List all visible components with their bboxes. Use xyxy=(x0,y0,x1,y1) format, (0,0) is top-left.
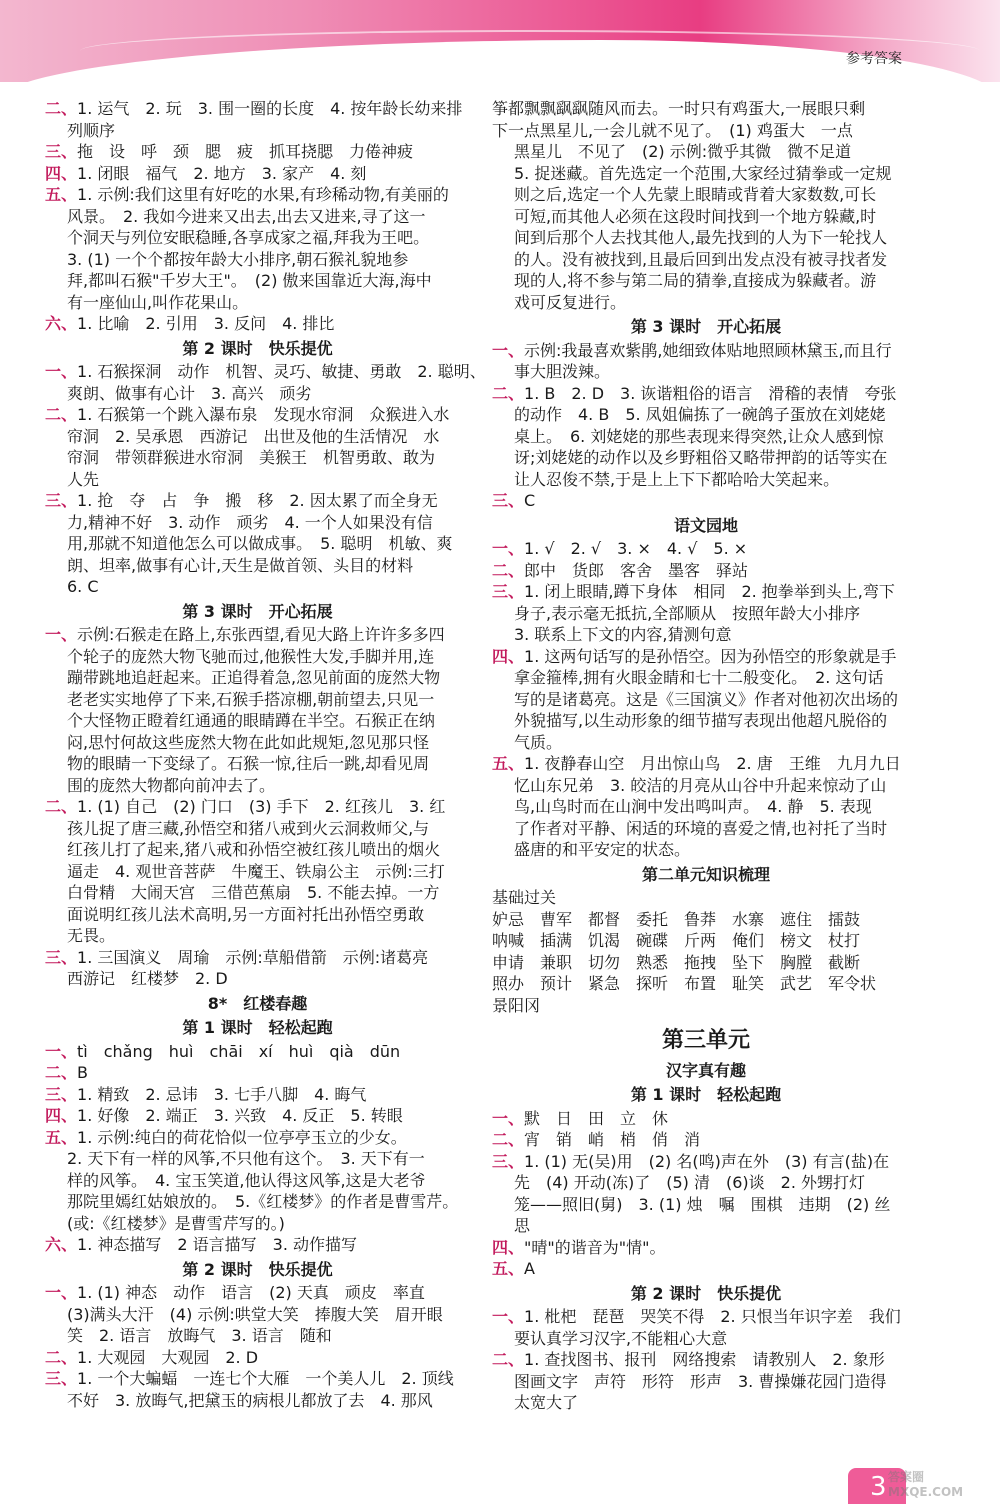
line-text: 1. 神态描写 2 语言描写 3. 动作描写 xyxy=(77,1235,357,1254)
answer-line xyxy=(45,925,470,947)
question-number: 三、 xyxy=(45,491,78,510)
line-text: 逼走 4. 观世音菩萨 牛魔王、铁扇公主 示例:三打 xyxy=(67,861,445,881)
line-text: 戏可反复进行。 xyxy=(514,292,627,312)
answer-line xyxy=(492,952,920,974)
line-text: 忆山东兄弟 3. 皎洁的月亮从山谷中升起来惊动了山 xyxy=(514,775,887,795)
answer-line xyxy=(45,1213,470,1235)
answer-line xyxy=(492,973,920,995)
answer-line xyxy=(45,1148,470,1170)
line-text: 基础过关 xyxy=(492,888,557,907)
line-text: tì chǎng huì chāi xí huì qià dūn xyxy=(77,1041,401,1061)
answer-line xyxy=(45,904,470,926)
section-heading xyxy=(492,864,920,886)
answer-line xyxy=(492,270,920,292)
answer-line xyxy=(45,383,470,405)
line-text: 气质。 xyxy=(514,732,563,752)
line-text: 8* 红楼春趣 xyxy=(207,993,308,1013)
line-text: 帘洞 2. 吴承恩 西游记 出世及他的生活情况 水 xyxy=(67,426,440,446)
answer-line xyxy=(492,818,920,840)
line-text: 的人。没有被找到,且最后回到出发点没有被寻找者发 xyxy=(514,249,888,269)
answer-line xyxy=(45,227,470,249)
line-text: 默 日 田 立 休 xyxy=(524,1108,669,1128)
question-number: 五、 xyxy=(45,185,78,204)
answer-line xyxy=(492,1108,920,1130)
answer-line xyxy=(492,667,920,689)
answer-line xyxy=(45,818,470,840)
line-text: 1. 抢 夺 占 争 搬 移 2. 因太累了而全身无 xyxy=(77,491,438,510)
answer-line xyxy=(45,1347,470,1369)
line-text: 要认真学习汉字,不能粗心大意 xyxy=(514,1328,728,1348)
answer-line xyxy=(45,882,470,904)
line-text: 第 3 课时 开心拓展 xyxy=(182,601,333,621)
line-text: 无畏。 xyxy=(67,926,116,945)
section-heading xyxy=(45,338,470,360)
answer-line xyxy=(492,603,920,625)
line-text: 呐喊 插满 饥渴 碗碟 斤两 俺们 榜文 杖打 xyxy=(492,931,861,950)
line-text: 蹦带跳地追赶起来。正追得着急,忽见前面的庞然大物 xyxy=(67,668,441,687)
answer-line xyxy=(492,490,920,512)
answer-line xyxy=(45,404,470,426)
line-text: 桌上。 6. 刘姥姥的那些表现来得突然,让众人感到惊 xyxy=(514,426,884,446)
answer-line xyxy=(45,1084,470,1106)
line-text: 围的庞然大物都向前冲去了。 xyxy=(67,775,276,795)
line-text: 写的是诸葛亮。这是《三国演义》作者对他初次出场的 xyxy=(514,689,899,709)
question-number: 二、 xyxy=(45,1347,78,1367)
line-text: 1. 闭眼 福气 2. 地方 3. 家产 4. 刻 xyxy=(77,163,367,183)
question-number: 二、 xyxy=(45,1063,78,1082)
answer-line xyxy=(45,555,470,577)
line-text: 1. 一个大蝙蝠 一连七个大雁 一个美人儿 2. 顶线 xyxy=(77,1369,454,1388)
answer-line xyxy=(492,469,920,491)
line-text: 第 3 课时 开心拓展 xyxy=(630,317,782,336)
answer-line xyxy=(45,1282,470,1304)
line-text: 1. 精致 2. 忌讳 3. 七手八脚 4. 晦气 xyxy=(77,1084,367,1104)
line-text: 太宽大了 xyxy=(514,1393,579,1412)
answer-line xyxy=(45,796,470,818)
line-text: 第 1 课时 轻松起跑 xyxy=(630,1085,782,1104)
answer-line xyxy=(492,404,920,426)
line-text: 孩儿捉了唐三藏,孙悟空和猪八戒到火云洞救师父,与 xyxy=(67,818,430,838)
answer-line xyxy=(492,995,920,1017)
question-number: 二、 xyxy=(45,797,78,816)
question-number: 一、 xyxy=(45,1041,78,1061)
line-text: 1. 闭上眼睛,蹲下身体 相同 2. 抱拳举到头上,弯下 xyxy=(524,582,895,601)
line-text: 外貌描写,以生动形象的细节描写表现出他超凡脱俗的 xyxy=(514,711,888,730)
line-text: 1. 运气 2. 玩 3. 围一圈的长度 4. 按年龄长幼来排 xyxy=(77,99,463,118)
question-number: 三、 xyxy=(45,142,78,161)
line-text: 让人忍俊不禁,于是上上下下都哈哈大笑起来。 xyxy=(514,469,840,489)
answer-line xyxy=(492,930,920,952)
answer-line xyxy=(45,861,470,883)
answer-line xyxy=(45,206,470,228)
line-text: 1. 石猴第一个跳入瀑布泉 发现水帘洞 众猴进入水 xyxy=(77,405,450,424)
answer-line xyxy=(45,646,470,668)
line-text: 有一座仙山,叫作花果山。 xyxy=(67,292,249,312)
line-text: 面说明红孩儿法术高明,另一方面衬托出孙悟空勇敢 xyxy=(67,904,425,924)
answer-line xyxy=(492,796,920,818)
page-number: 3 xyxy=(870,1472,887,1502)
answer-line xyxy=(45,624,470,646)
question-number: 二、 xyxy=(492,1350,525,1369)
question-number: 三、 xyxy=(492,582,525,601)
answer-line xyxy=(45,1304,470,1326)
line-text: 1. 查找图书、报刊 网络搜索 请教别人 2. 象形 xyxy=(524,1350,885,1369)
line-text: 1. 大观园 大观园 2. D xyxy=(77,1347,259,1367)
line-text: 宵 销 峭 梢 俏 消 xyxy=(524,1130,701,1149)
answer-line xyxy=(45,490,470,512)
line-text: 红孩儿打了起来,猪八戒和孙悟空被红孩儿喷出的烟火 xyxy=(67,840,441,859)
question-number: 三、 xyxy=(45,947,78,967)
line-text: 了作者对平静、闲适的环境的喜爱之情,也衬托了当时 xyxy=(514,818,888,838)
question-number: 六、 xyxy=(45,1235,78,1254)
answer-line xyxy=(45,1390,470,1412)
answer-line xyxy=(492,184,920,206)
line-text: 第 2 课时 快乐提优 xyxy=(182,1259,333,1279)
line-text: 思 xyxy=(514,1216,531,1235)
answer-line xyxy=(492,538,920,560)
section-heading xyxy=(492,1030,920,1052)
question-number: 五、 xyxy=(45,1127,78,1147)
question-number: 三、 xyxy=(45,1084,78,1104)
line-text: 那院里嫣红姑娘放的。 5.《红楼梦》的作者是曹雪芹。 xyxy=(67,1192,459,1211)
section-heading xyxy=(492,515,920,537)
answer-line xyxy=(492,710,920,732)
answer-line xyxy=(45,184,470,206)
question-number: 一、 xyxy=(492,1307,525,1326)
line-text: 盛唐的和平安定的状态。 xyxy=(514,840,691,859)
line-text: 汉字真有趣 xyxy=(665,1060,746,1080)
answer-line xyxy=(492,1194,920,1216)
line-text: 个洞天与列位安眠稳睡,各享成家之福,拜我为王吧。 xyxy=(67,228,430,247)
line-text: 3. (1) 一个个都按年龄大小排序,朝石猴礼貌地参 xyxy=(67,249,409,269)
line-text: 个轮子的庞然大物飞驰而过,他猴性大发,手脚并用,连 xyxy=(67,646,435,666)
answer-line xyxy=(45,120,470,142)
section-heading xyxy=(45,1259,470,1281)
answer-line xyxy=(45,689,470,711)
line-text: 1. 比喻 2. 引用 3. 反问 4. 排比 xyxy=(77,314,335,333)
line-text: 现的人,将不参与第二局的猜拳,直接成为躲藏者。游 xyxy=(514,271,877,290)
line-text: 爽朗、做事有心计 3. 高兴 顽劣 xyxy=(67,383,312,403)
line-text: 可短,而其他人必须在这段时间找到一个地方躲藏,时 xyxy=(514,206,877,226)
answer-line xyxy=(492,1371,920,1393)
line-text: 白骨精 大闹天宫 三借芭蕉扇 5. 不能去掉。一方 xyxy=(67,883,440,902)
answer-line xyxy=(492,361,920,383)
line-text: 1. 好像 2. 端正 3. 兴致 4. 反正 5. 转眼 xyxy=(77,1106,403,1125)
line-text: 身子,表示毫无抵抗,全部顺从 按照年龄大小排序 xyxy=(514,603,861,623)
line-text: 风景。 2. 我如今进来又出去,出去又进来,寻了这一 xyxy=(67,206,426,226)
line-text: C xyxy=(524,491,536,510)
line-text: 语文园地 xyxy=(673,515,738,535)
answer-line xyxy=(45,270,470,292)
line-text: 妒忌 曹军 都督 委托 鲁莽 水寨 遮住 擂鼓 xyxy=(492,909,861,929)
answer-line xyxy=(492,1129,920,1151)
line-text: 西游记 红楼梦 2. D xyxy=(67,969,228,988)
section-heading xyxy=(492,1084,920,1106)
answer-line xyxy=(45,1170,470,1192)
answer-line xyxy=(45,447,470,469)
answer-line xyxy=(492,1306,920,1328)
section-heading xyxy=(45,993,470,1015)
line-text: 黑星儿 不见了 (2) 示例:微乎其微 微不足道 xyxy=(514,142,852,161)
line-text: 先 (4) 开动(冻)了 (5) 清 (6)谈 2. 外甥打灯 xyxy=(514,1173,866,1192)
question-number: 二、 xyxy=(492,383,525,403)
question-number: 三、 xyxy=(492,491,525,510)
question-number: 五、 xyxy=(492,1259,525,1278)
answer-line xyxy=(45,1041,470,1063)
question-number: 四、 xyxy=(492,1237,525,1257)
answer-line xyxy=(45,98,470,120)
line-text: 力,精神不好 3. 动作 顽劣 4. 一个人如果没有信 xyxy=(67,512,433,532)
answer-line xyxy=(492,624,920,646)
line-text: 不好 3. 放晦气,把黛玉的病根儿都放了去 4. 那风 xyxy=(67,1390,433,1410)
line-text: 1. (1) 自己 (2) 门口 (3) 手下 2. 红孩儿 3. 红 xyxy=(77,797,446,816)
question-number: 五、 xyxy=(492,754,525,773)
answer-line xyxy=(45,292,470,314)
line-text: 示例:我最喜欢紫鹃,她细致体贴地照顾林黛玉,而且行 xyxy=(524,340,892,360)
line-text: 1. 夜静春山空 月出惊山鸟 2. 唐 王维 九月九日 xyxy=(524,754,901,773)
answer-line xyxy=(492,1349,920,1371)
line-text: 示例:石猴走在路上,东张西望,看见大路上许许多多四 xyxy=(77,625,445,644)
question-number: 四、 xyxy=(45,163,78,183)
line-text: 筝都飘飘飖飖随风而去。一时只有鸡蛋大,一展眼只剩 xyxy=(492,99,866,118)
line-text: 拖 设 呼 颈 腮 疲 抓耳挠腮 力倦神疲 xyxy=(77,142,414,161)
line-text: 朗、坦率,做事有心计,天生是做首领、头目的材料 xyxy=(67,555,414,575)
header-label: 参考答案 xyxy=(846,51,902,67)
answer-line xyxy=(45,839,470,861)
answer-line xyxy=(45,512,470,534)
line-text: 用,那就不知道他怎么可以做成事。 5. 聪明 机敏、爽 xyxy=(67,534,453,553)
watermark: 答案圈 MXQE.COM xyxy=(888,1470,964,1499)
answer-line xyxy=(492,1258,920,1280)
line-text: 人先 xyxy=(67,469,100,489)
answer-line xyxy=(492,1151,920,1173)
answer-line xyxy=(45,1368,470,1390)
answer-line xyxy=(492,1172,920,1194)
answer-line xyxy=(45,947,470,969)
line-text: 1. 枇杷 琵琶 哭笑不得 2. 只恨当年识字差 我们 xyxy=(524,1307,901,1326)
line-text: 的动作 4. B 5. 凤姐偏拣了一碗鸽子蛋放在刘姥姥 xyxy=(514,405,886,424)
line-text: 个大怪物正瞪着红通通的眼睛蹲在半空。石猴正在纳 xyxy=(67,711,436,730)
answer-line xyxy=(492,447,920,469)
line-text: 申请 兼职 切勿 熟悉 拖拽 坠下 胸膛 截断 xyxy=(492,952,861,972)
line-text: 第 2 课时 快乐提优 xyxy=(630,1283,782,1303)
section-heading xyxy=(45,1017,470,1039)
answer-line xyxy=(492,1328,920,1350)
answer-line xyxy=(45,710,470,732)
answer-line xyxy=(492,98,920,120)
answer-line xyxy=(45,1105,470,1127)
line-text: 拜,都叫石猴"千岁大王"。 (2) 傲来国靠近大海,海中 xyxy=(67,271,432,290)
answer-line xyxy=(492,163,920,185)
answer-line xyxy=(45,1234,470,1256)
question-number: 二、 xyxy=(45,405,78,424)
line-text: 1. B 2. D 3. 诙谐粗俗的语言 滑稽的表情 夸张 xyxy=(524,383,897,403)
answer-line xyxy=(45,1127,470,1149)
answer-line xyxy=(492,887,920,909)
line-text: 1. 石猴探洞 动作 机智、灵巧、敏捷、勇敢 2. 聪明、 xyxy=(77,362,486,381)
answer-line xyxy=(492,340,920,362)
answer-line xyxy=(45,576,470,598)
line-text: 1. 这两句话写的是孙悟空。因为孙悟空的形象就是手 xyxy=(524,646,897,666)
line-text: 第三单元 xyxy=(661,1028,750,1053)
section-heading xyxy=(45,601,470,623)
answer-line xyxy=(45,533,470,555)
answer-line xyxy=(492,689,920,711)
answer-line xyxy=(492,249,920,271)
answer-line xyxy=(492,646,920,668)
question-number: 二、 xyxy=(492,560,525,580)
answer-line xyxy=(492,1237,920,1259)
answer-line xyxy=(492,839,920,861)
line-text: 老老实实地停了下来,石猴手搭凉棚,朝前望去,只见一 xyxy=(67,689,435,709)
line-text: 物的眼睛一下变绿了。石猴一惊,往后一跳,却看见周 xyxy=(67,754,430,773)
section-heading xyxy=(492,1283,920,1305)
answer-line xyxy=(45,313,470,335)
answer-line xyxy=(45,968,470,990)
page-header-band xyxy=(0,0,1000,82)
line-text: 1. 示例:我们这里有好吃的水果,有珍稀动物,有美丽的 xyxy=(77,185,449,204)
line-text: (3)满头大汗 (4) 示例:哄堂大笑 捧腹大笑 眉开眼 xyxy=(67,1304,443,1324)
answer-line xyxy=(45,426,470,448)
line-text: (或:《红楼梦》是曹雪芹写的。) xyxy=(67,1213,285,1233)
question-number: 一、 xyxy=(492,340,525,360)
line-text: 帘洞 带领群猴进水帘洞 美猴王 机智勇敢、敢为 xyxy=(67,448,436,467)
question-number: 三、 xyxy=(45,1369,78,1388)
line-text: B xyxy=(77,1063,88,1082)
question-number: 四、 xyxy=(45,1106,78,1125)
line-text: 1. 三国演义 周瑜 示例:草船借箭 示例:诸葛亮 xyxy=(77,947,429,967)
answer-line xyxy=(45,1325,470,1347)
answer-line xyxy=(492,141,920,163)
question-number: 一、 xyxy=(45,625,78,644)
line-text: 1. (1) 神态 动作 语言 (2) 天真 顽皮 率直 xyxy=(77,1283,425,1302)
line-text: 郎中 货郎 客舍 墨客 驿站 xyxy=(524,560,749,580)
answer-line xyxy=(45,141,470,163)
answer-line xyxy=(492,120,920,142)
question-number: 二、 xyxy=(45,99,78,118)
question-number: 一、 xyxy=(492,539,525,558)
line-text: 鸟,山鸟时而在山涧中发出鸣叫声。 4. 静 5. 表现 xyxy=(514,797,872,816)
answer-line xyxy=(45,1191,470,1213)
answer-line xyxy=(492,383,920,405)
line-text: 事大胆泼辣。 xyxy=(514,362,611,381)
answer-line xyxy=(492,1392,920,1414)
answer-line xyxy=(492,560,920,582)
left-column xyxy=(45,98,486,1411)
line-text: 第 1 课时 轻松起跑 xyxy=(182,1018,333,1037)
line-text: 笼——照旧(舅) 3. (1) 烛 嘱 围棋 违期 (2) 丝 xyxy=(514,1194,891,1214)
line-text: 1. √ 2. √ 3. × 4. √ 5. × xyxy=(524,539,748,558)
section-heading xyxy=(492,1060,920,1082)
answer-line xyxy=(492,581,920,603)
answer-line xyxy=(45,753,470,775)
question-number: 四、 xyxy=(492,646,525,666)
question-number: 一、 xyxy=(492,1108,525,1128)
line-text: 景阳冈 xyxy=(492,995,541,1015)
right-column xyxy=(492,98,920,1414)
line-text: 拿金箍棒,拥有火眼金睛和七十二般变化。 2. 这句话 xyxy=(514,668,884,687)
line-text: 1. 示例:纯白的荷花恰似一位亭亭玉立的少女。 xyxy=(77,1127,407,1147)
answer-line xyxy=(45,163,470,185)
answer-line xyxy=(492,1215,920,1237)
answer-line xyxy=(492,426,920,448)
answer-line xyxy=(492,732,920,754)
line-text: 5. 捉迷藏。首先选定一个范围,大家经过猜拳或一定规 xyxy=(514,163,892,183)
line-text: 第 2 课时 快乐提优 xyxy=(182,338,333,358)
question-number: 六、 xyxy=(45,314,78,333)
question-number: 一、 xyxy=(45,1283,78,1302)
answer-line xyxy=(492,909,920,931)
line-text: 1. (1) 无(吴)用 (2) 名(鸣)声在外 (3) 有言(盐)在 xyxy=(524,1151,890,1171)
answer-line xyxy=(45,249,470,271)
line-text: 3. 联系上下文的内容,猜测句意 xyxy=(514,625,732,644)
answer-line xyxy=(492,206,920,228)
question-number: 三、 xyxy=(492,1151,525,1171)
line-text: 闷,思忖何故这些庞然大物在此如此规矩,忽见那只怪 xyxy=(67,732,430,752)
answer-line xyxy=(492,292,920,314)
answer-line xyxy=(45,775,470,797)
section-heading xyxy=(492,316,920,338)
line-text: 2. 天下有一样的风筝,不只他有这个。 3. 天下有一 xyxy=(67,1149,425,1168)
answer-line xyxy=(45,361,486,383)
line-text: 笑 2. 语言 放晦气 3. 语言 随和 xyxy=(67,1326,332,1345)
answer-line xyxy=(45,469,470,491)
line-text: 讶;刘姥姥的动作以及乡野粗俗又略带押韵的话等实在 xyxy=(514,448,888,467)
line-text: 样的风筝。 4. 宝玉笑道,他认得这风筝,这是大老爷 xyxy=(67,1170,426,1190)
question-number: 一、 xyxy=(45,362,78,381)
line-text: 则之后,选定一个人先蒙上眼睛或背着大家数数,可长 xyxy=(514,185,877,204)
line-text: 列顺序 xyxy=(67,120,116,140)
line-text: 图画文字 声符 形符 形声 3. 曹操嫌花园门造得 xyxy=(514,1371,887,1391)
answer-line xyxy=(45,1062,470,1084)
line-text: "晴"的谐音为"情"。 xyxy=(524,1237,666,1257)
line-text: 照办 预计 紧急 探听 布置 耻笑 武艺 军令状 xyxy=(492,974,877,993)
line-text: A xyxy=(524,1259,535,1278)
line-text: 间到后那个人去找其他人,最先找到的人为下一轮找人 xyxy=(514,228,888,247)
answer-line xyxy=(45,667,470,689)
line-text: 6. C xyxy=(67,577,99,596)
line-text: 下一点黑星儿,一会儿就不见了。 (1) 鸡蛋大 一点 xyxy=(492,120,853,140)
question-number: 二、 xyxy=(492,1130,525,1149)
answer-line xyxy=(492,775,920,797)
answer-line xyxy=(492,753,920,775)
line-text: 第二单元知识梳理 xyxy=(641,864,770,884)
answer-line xyxy=(45,732,470,754)
answer-line xyxy=(492,227,920,249)
